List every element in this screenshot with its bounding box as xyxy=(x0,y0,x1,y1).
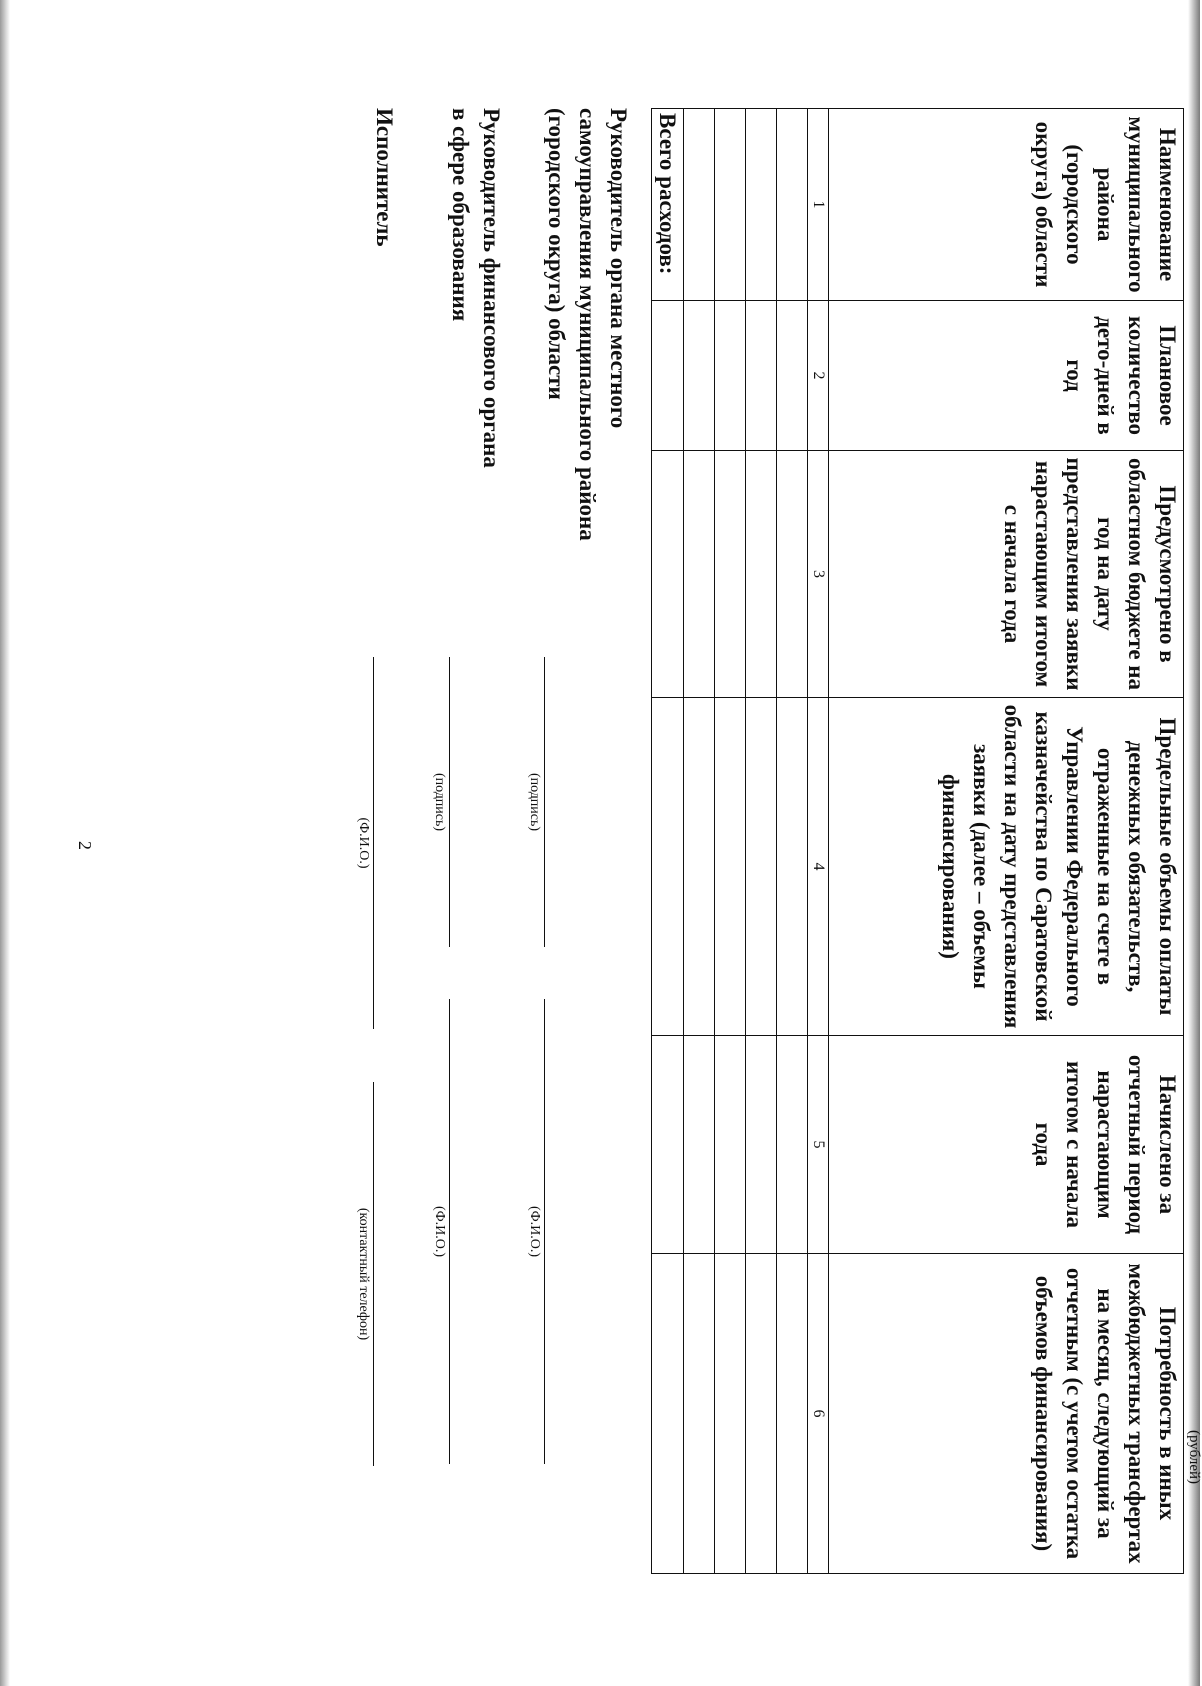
executor-label: Исполнитель xyxy=(372,108,397,247)
phone-caption: (контактный телефон) xyxy=(356,1207,371,1341)
signature-caption: (подпись) xyxy=(432,772,447,832)
column-number: 1 xyxy=(808,109,829,301)
empty-cell xyxy=(715,301,746,451)
empty-cell xyxy=(684,1036,715,1254)
empty-cell xyxy=(715,451,746,698)
empty-cell xyxy=(777,109,808,301)
name-caption: (Ф.И.О.) xyxy=(356,817,371,869)
empty-cell xyxy=(684,698,715,1036)
empty-cell xyxy=(684,451,715,698)
column-number: 4 xyxy=(808,698,829,1036)
header-cell: Наименование муниципального района (городского округа) области xyxy=(829,109,1184,301)
header-cell: Предельные объемы оплаты денежных обязательств, отраженные на счете в Управлении Федерального казначейства по Саратовской области на дату представления заявки (далее – объемы финансирования) xyxy=(829,698,1184,1036)
empty-cell xyxy=(746,451,777,698)
name-caption: (Ф.И.О.) xyxy=(527,1205,542,1258)
empty-cell xyxy=(684,1254,715,1574)
empty-cell xyxy=(652,451,684,698)
header-cell: Начислено за отчетный период нарастающим итогом с начала года xyxy=(829,1036,1184,1254)
head-local-line1: Руководитель органа местного xyxy=(606,108,631,429)
table-row xyxy=(777,109,808,1574)
empty-cell xyxy=(777,301,808,451)
column-number-row xyxy=(808,109,829,1574)
table-row xyxy=(715,109,746,1574)
total-label: Всего расходов: xyxy=(652,109,684,301)
name-caption: (Ф.И.О.) xyxy=(432,1205,447,1258)
phone-line xyxy=(373,1082,374,1466)
table-row xyxy=(684,109,715,1574)
empty-cell xyxy=(684,109,715,301)
header-cell: Предусмотрено в областном бюджете на год на дату представления заявки нарастающим итогом с начала года xyxy=(829,451,1184,698)
head-finance-line2: в сфере образования xyxy=(448,108,473,322)
column-number: 5 xyxy=(808,1036,829,1254)
empty-cell xyxy=(652,698,684,1036)
total-row xyxy=(652,109,684,1574)
name-line xyxy=(544,999,545,1464)
empty-cell xyxy=(652,301,684,451)
signature-caption: (подпись) xyxy=(527,772,542,832)
page-number: 2 xyxy=(75,841,95,850)
signature-line xyxy=(449,657,450,947)
funding-request-table xyxy=(651,108,1184,1574)
empty-cell xyxy=(652,1254,684,1574)
signature-line xyxy=(544,657,545,947)
empty-cell xyxy=(746,1036,777,1254)
currency-note: (рублей) xyxy=(1186,1430,1202,1485)
empty-cell xyxy=(684,301,715,451)
empty-cell xyxy=(777,1036,808,1254)
empty-cell xyxy=(715,109,746,301)
empty-cell xyxy=(746,301,777,451)
head-finance-line1: Руководитель финансового органа xyxy=(479,108,504,468)
header-cell: Плановое количество дето-дней в год xyxy=(829,301,1184,451)
name-line xyxy=(449,999,450,1464)
empty-cell xyxy=(777,451,808,698)
column-number: 3 xyxy=(808,451,829,698)
empty-cell xyxy=(715,1036,746,1254)
name-line xyxy=(373,657,374,1029)
empty-cell xyxy=(746,109,777,301)
empty-cell xyxy=(715,1254,746,1574)
empty-cell xyxy=(715,698,746,1036)
empty-cell xyxy=(777,1254,808,1574)
head-local-line3: (городского округа) области xyxy=(544,108,569,400)
empty-cell xyxy=(746,698,777,1036)
empty-cell xyxy=(652,1036,684,1254)
empty-cell xyxy=(746,1254,777,1574)
header-row xyxy=(829,109,1184,1574)
column-number: 6 xyxy=(808,1254,829,1574)
table-row xyxy=(746,109,777,1574)
column-number: 2 xyxy=(808,301,829,451)
empty-cell xyxy=(777,698,808,1036)
header-cell: Потребность в иных межбюджетных трансфертах на месяц, следующий за отчетным (с учетом остатка объемов финансирования) xyxy=(829,1254,1184,1574)
head-local-line2: самоуправления муниципального района xyxy=(575,108,600,541)
